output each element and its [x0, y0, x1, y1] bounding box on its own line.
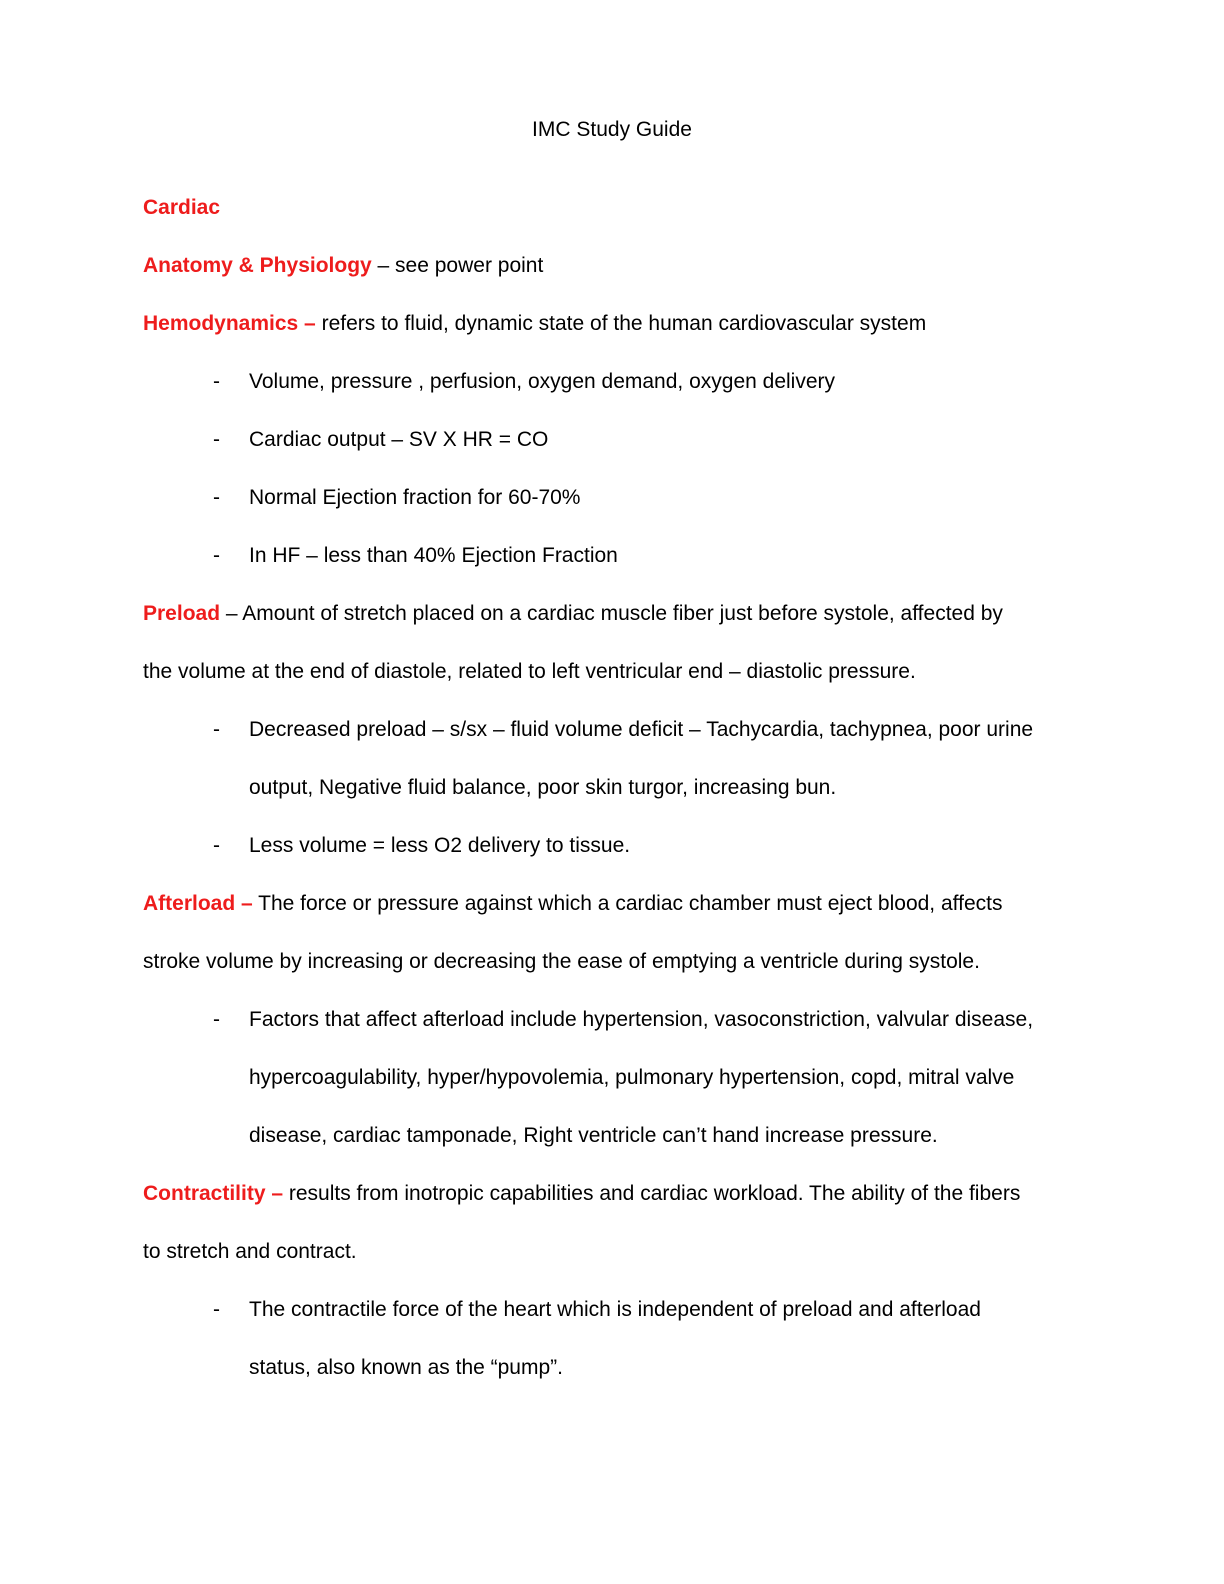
hemodynamics-text: refers to fluid, dynamic state of the human cardiovascular system: [315, 312, 927, 335]
hemodynamics-line: [143, 310, 926, 338]
bullet-marker: -: [213, 486, 220, 509]
contractility-text: results from inotropic capabilities and cardiac workload. The ability of the fibers: [283, 1182, 1021, 1205]
preload-bullet-1-line-2: output, Negative fluid balance, poor skin turgor, increasing bun.: [249, 776, 837, 799]
bullet-marker: -: [213, 428, 220, 451]
afterload-text: The force or pressure against which a cardiac chamber must eject blood, affects: [252, 892, 1003, 915]
afterload-bullet-line-2: hypercoagulability, hyper/hypovolemia, pulmonary hypertension, copd, mitral valve: [249, 1066, 1015, 1089]
hemodynamics-bullet: Cardiac output – SV X HR = CO: [249, 428, 549, 451]
contractility-line-2: to stretch and contract.: [143, 1240, 357, 1263]
section-heading: [143, 194, 220, 222]
afterload-bullet-line-1: Factors that affect afterload include hypertension, vasoconstriction, valvular disease,: [249, 1008, 1034, 1031]
hemodynamics-term: Hemodynamics –: [143, 312, 316, 335]
bullet-marker: -: [213, 1008, 220, 1031]
bullet-marker: -: [213, 834, 220, 857]
contractility-line-1: [143, 1180, 1020, 1208]
hemodynamics-bullet: Normal Ejection fraction for 60-70%: [249, 486, 581, 509]
preload-bullet-1-line-1: Decreased preload – s/sx – fluid volume deficit – Tachycardia, tachypnea, poor urine: [249, 718, 1034, 741]
bullet-marker: -: [213, 718, 220, 741]
preload-text: – Amount of stretch placed on a cardiac muscle fiber just before systole, affected by: [220, 602, 1003, 625]
bullet-marker: -: [213, 370, 220, 393]
bullet-marker: -: [213, 1298, 220, 1321]
afterload-line-2: stroke volume by increasing or decreasing the ease of emptying a ventricle during systole.: [143, 950, 980, 973]
contractility-bullet-line-1: The contractile force of the heart which is independent of preload and afterload: [249, 1298, 981, 1321]
section-heading-text: Cardiac: [143, 196, 221, 219]
preload-bullet-2: Less volume = less O2 delivery to tissue.: [249, 834, 631, 857]
afterload-line-1: [143, 890, 1002, 918]
contractility-bullet-line-2: status, also known as the “pump”.: [249, 1356, 563, 1379]
contractility-term: Contractility –: [143, 1182, 284, 1205]
anatomy-term: Anatomy & Physiology: [143, 254, 372, 277]
preload-term: Preload: [143, 602, 221, 625]
bullet-marker: -: [213, 544, 220, 567]
document-title: IMC Study Guide: [532, 118, 692, 141]
preload-line-2: the volume at the end of diastole, related to left ventricular end – diastolic pressure.: [143, 660, 916, 683]
hemodynamics-bullet: Volume, pressure , perfusion, oxygen demand, oxygen delivery: [249, 370, 836, 393]
afterload-term: Afterload –: [143, 892, 253, 915]
afterload-bullet-line-3: disease, cardiac tamponade, Right ventricle can’t hand increase pressure.: [249, 1124, 938, 1147]
anatomy-line: [143, 252, 543, 280]
hemodynamics-bullet: In HF – less than 40% Ejection Fraction: [249, 544, 618, 567]
anatomy-text: – see power point: [371, 254, 544, 277]
preload-line-1: [143, 600, 1003, 628]
